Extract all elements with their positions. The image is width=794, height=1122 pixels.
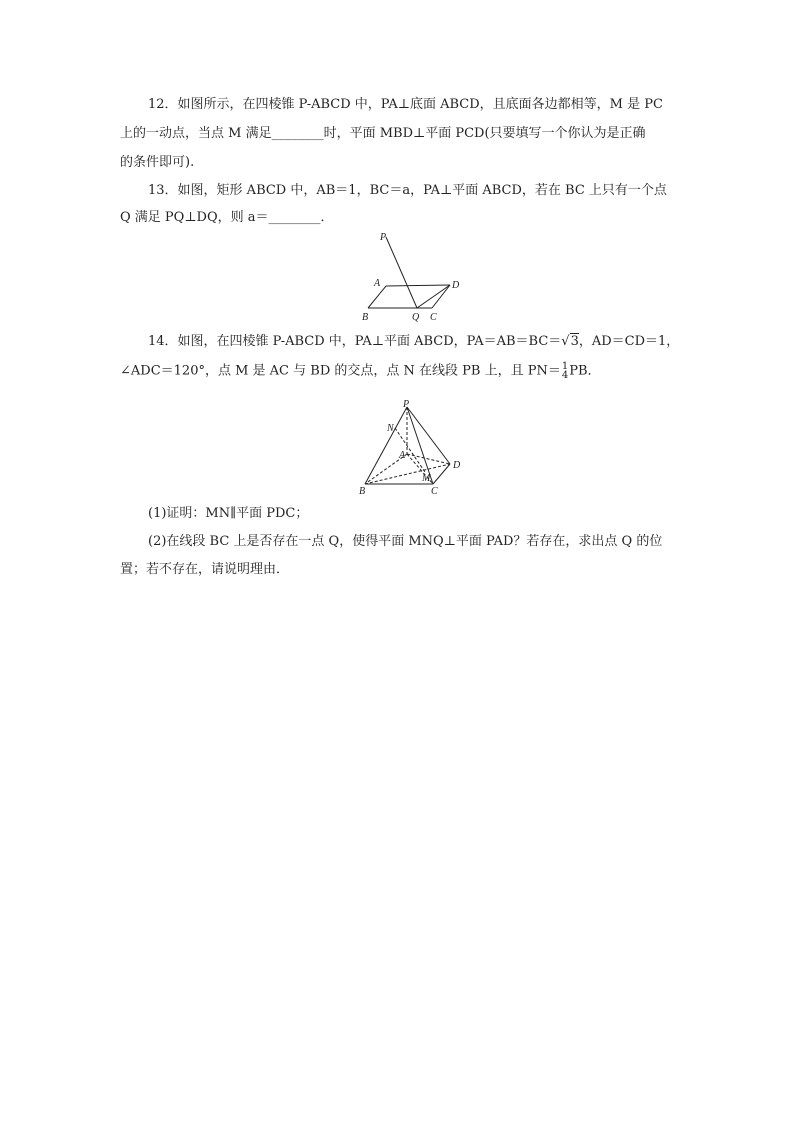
fig13-label-P: P <box>380 232 387 243</box>
fig13-segment-CD <box>432 285 450 308</box>
fig14-label-A: A <box>399 450 406 461</box>
p12-line-1: 12．如图所示，在四棱锥 P-ABCD 中，PA⊥底面 ABCD，且底面各边都相等，M 是 PC <box>148 97 663 112</box>
fig13-label-Q: Q <box>412 312 420 323</box>
fraction-numerator: 1 <box>561 361 569 372</box>
fig13-segment-AD <box>386 285 450 286</box>
p12-line-2: 上的一动点，当点 M 满足________时，平面 MBD⊥平面 PCD(只要填写一个你认为是正确 <box>120 126 646 141</box>
fig13-segment-PQ <box>386 237 417 308</box>
fig14-label-B: B <box>359 486 366 496</box>
fig14-label-C: C <box>431 486 438 496</box>
p14-line-1-post: ，AD＝CD＝1， <box>578 334 680 349</box>
p14-line-2-post: PB． <box>569 363 601 379</box>
fig13-label-A: A <box>374 278 381 289</box>
p13-line-2: Q 满足 PQ⊥DQ，则 a＝________． <box>120 210 334 225</box>
fig13-label-C: C <box>430 312 437 323</box>
p12-line-3: 的条件即可). <box>120 155 195 170</box>
fig14-label-N: N <box>387 423 394 434</box>
fig13-label-B: B <box>362 312 369 323</box>
fig13-label-D: D <box>452 280 460 291</box>
p14-line-2 <box>120 362 601 381</box>
fraction-one-quarter <box>562 362 568 380</box>
p14-line-1-pre: 14．如图，在四棱锥 P-ABCD 中，PA⊥平面 ABCD，PA＝AB＝BC＝ <box>148 334 562 349</box>
fig14-label-P: P <box>403 399 410 410</box>
fig13-segment-AB <box>368 286 386 308</box>
figure-13-rectangle-diagram <box>350 228 480 323</box>
fig14-edge-PB <box>365 407 407 484</box>
p14-line-2-pre: ∠ADC＝120°，点 M 是 AC 与 BD 的交点，点 N 在线段 PB 上，且 PN＝ <box>120 363 561 379</box>
fig14-label-M: M <box>422 473 431 484</box>
p14-part-2-line-1: (2)在线段 BC 上是否存在一点 Q，使得平面 MNQ⊥平面 PAD？若存在，求出点 Q 的位 <box>148 534 663 549</box>
fraction-denominator: 4 <box>561 370 569 381</box>
fig13-segment-QD <box>417 285 450 308</box>
p13-line-1: 13．如图，矩形 ABCD 中，AB＝1，BC＝a，PA⊥平面 ABCD，若在 BC 上只有一个点 <box>148 183 667 198</box>
p14-line-1 <box>148 333 679 351</box>
fig14-label-D: D <box>453 460 461 471</box>
p14-part-2-line-2: 置；若不存在，请说明理由． <box>120 562 290 577</box>
sqrt-sign: √ <box>561 334 570 349</box>
figure-14-pyramid-diagram <box>355 398 470 496</box>
fig14-diagonal-BD <box>365 464 450 484</box>
sqrt-argument: 3 <box>570 334 579 349</box>
p14-part-1: (1)证明：MN∥平面 PDC； <box>148 506 309 521</box>
